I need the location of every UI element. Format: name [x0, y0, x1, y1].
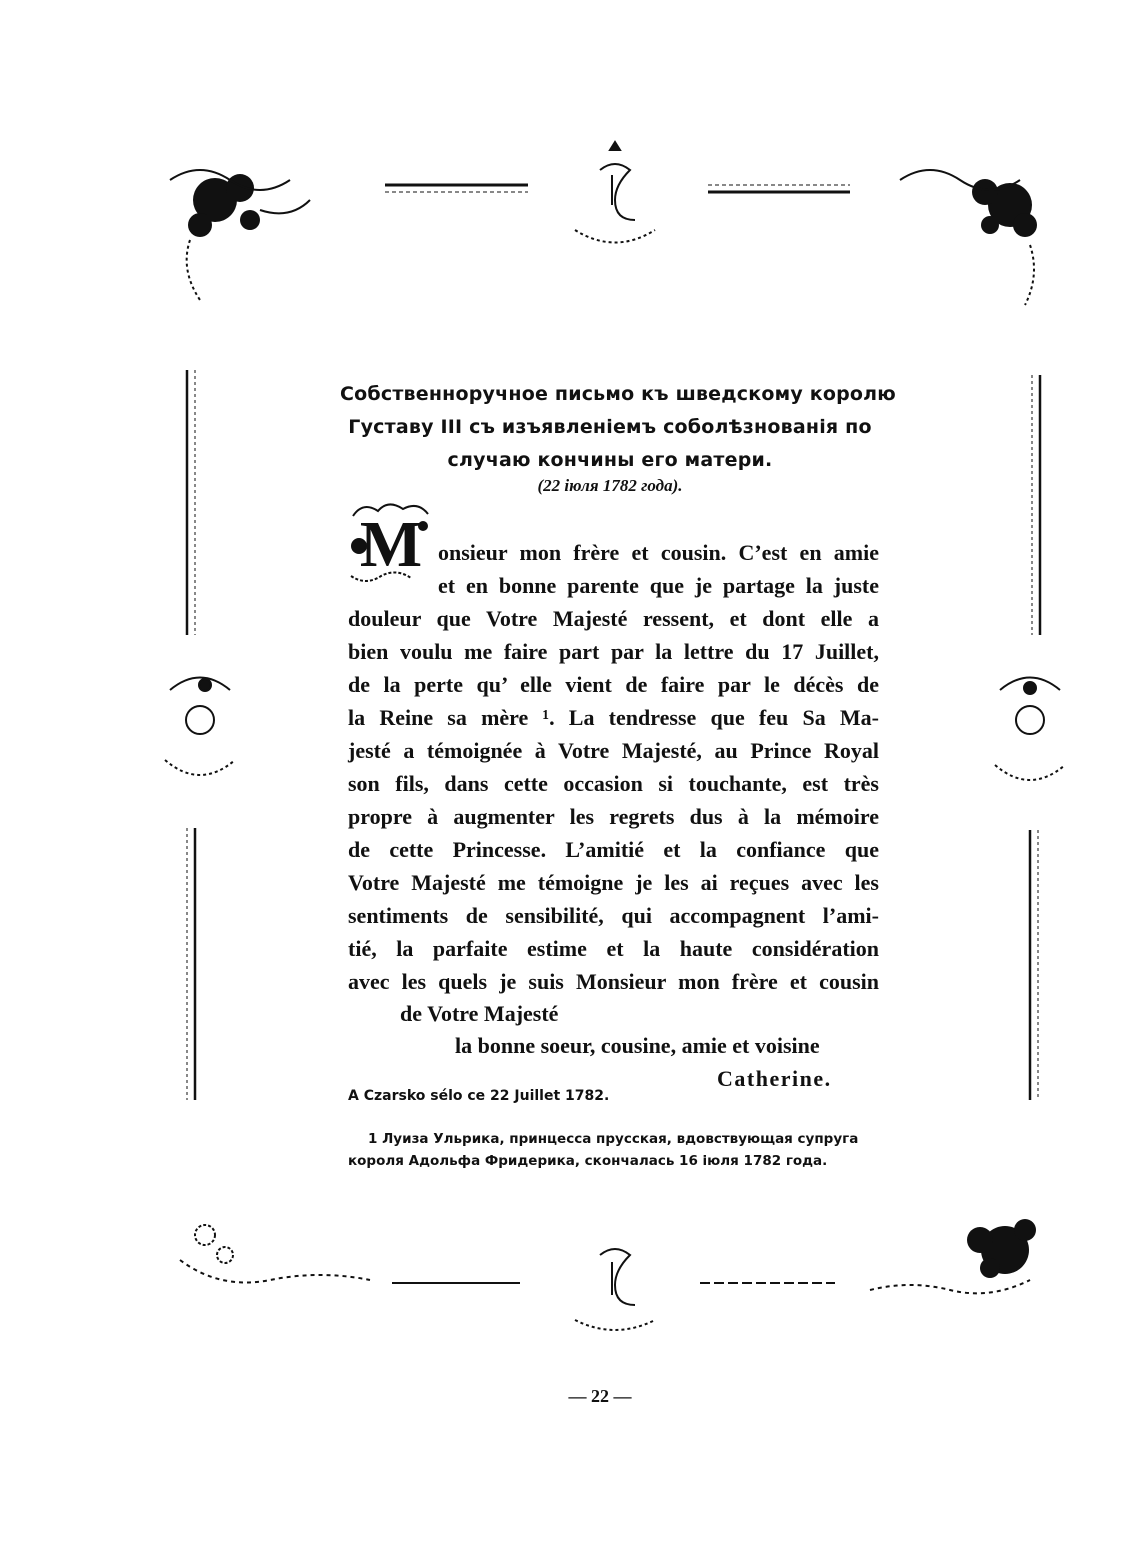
- medallion-right: [995, 678, 1065, 781]
- page-number: — 22 —: [568, 1386, 632, 1406]
- letter-line-1: onsieur mon frère et cousin. C’est en amie: [438, 540, 879, 565]
- place-and-date: A Czarsko sélo ce 22 Juillet 1782.: [348, 1088, 610, 1104]
- closing-line-2: la bonne soeur, cousine, amie et voisine: [455, 1033, 820, 1058]
- signature: Catherine.: [717, 1066, 832, 1091]
- corner-ornament-bottom-left: [180, 1225, 370, 1283]
- letter-line-6: la Reine sa mère ¹. La tendresse que feu Sa Ma-: [348, 705, 879, 730]
- footnote: [348, 1128, 888, 1172]
- corner-ornament-top-right: [900, 170, 1037, 305]
- letter-date: (22 іюля 1782 года).: [537, 476, 683, 495]
- letter-line-7: jesté a témoignée à Votre Majesté, au Prince Royal: [348, 738, 879, 763]
- top-right-rule: [708, 185, 850, 192]
- letter-line-11: Votre Majesté me témoigne je les ai reçues avec les: [348, 870, 879, 895]
- bottom-center-monogram: [575, 1249, 655, 1330]
- letter-line-10: de cette Princesse. L’amitié et la confiance que: [348, 837, 879, 862]
- medallion-left: [165, 678, 235, 776]
- footnote-line-2: короля Адольфа Фридерика, скончалась 16 іюля 1782 года.: [348, 1153, 828, 1169]
- letter-line-9: propre à augmenter les regrets dus à la mémoire: [348, 804, 879, 829]
- heading-line-3: случаю кончины его матери.: [447, 449, 773, 471]
- corner-ornament-bottom-right: [870, 1219, 1036, 1293]
- letter-line-3: douleur que Votre Majesté ressent, et dont elle a: [348, 606, 879, 631]
- letter-line-2: et en bonne parente que je partage la juste: [438, 573, 879, 598]
- top-center-monogram: [575, 142, 655, 243]
- left-rule-upper: [187, 370, 195, 635]
- drop-cap-letter: M: [359, 508, 423, 581]
- letter-line-14: avec les quels je suis Monsieur mon frère et cousin: [348, 969, 879, 994]
- letter-heading: [340, 378, 896, 477]
- heading-line-1: Собственноручное письмо къ шведскому королю: [340, 383, 896, 405]
- closing-line-1: de Votre Majesté: [400, 1001, 559, 1026]
- right-rule-upper: [1032, 375, 1040, 635]
- letter-line-12: sentiments de sensibilité, qui accompagnent l’ami-: [348, 903, 879, 928]
- right-rule-lower: [1030, 830, 1038, 1100]
- footnote-line-1: 1 Луиза Ульрика, принцесса прусская, вдовствующая супруга: [368, 1131, 859, 1147]
- letter-line-4: bien voulu me faire part par la lettre du 17 Juillet,: [348, 639, 879, 664]
- left-rule-lower: [187, 828, 195, 1100]
- letter-line-8: son fils, dans cette occasion si touchante, est très: [348, 771, 879, 796]
- letter-line-13: tié, la parfaite estime et la haute considération: [348, 936, 879, 961]
- corner-ornament-top-left: [170, 170, 310, 300]
- letter-line-5: de la perte qu’ elle vient de faire par le décès de: [348, 672, 879, 697]
- drop-cap-ornament: [345, 496, 437, 588]
- heading-line-2: Густаву III съ изъявленіемъ соболѣзнованія по: [348, 416, 872, 438]
- top-left-rule: [385, 185, 528, 192]
